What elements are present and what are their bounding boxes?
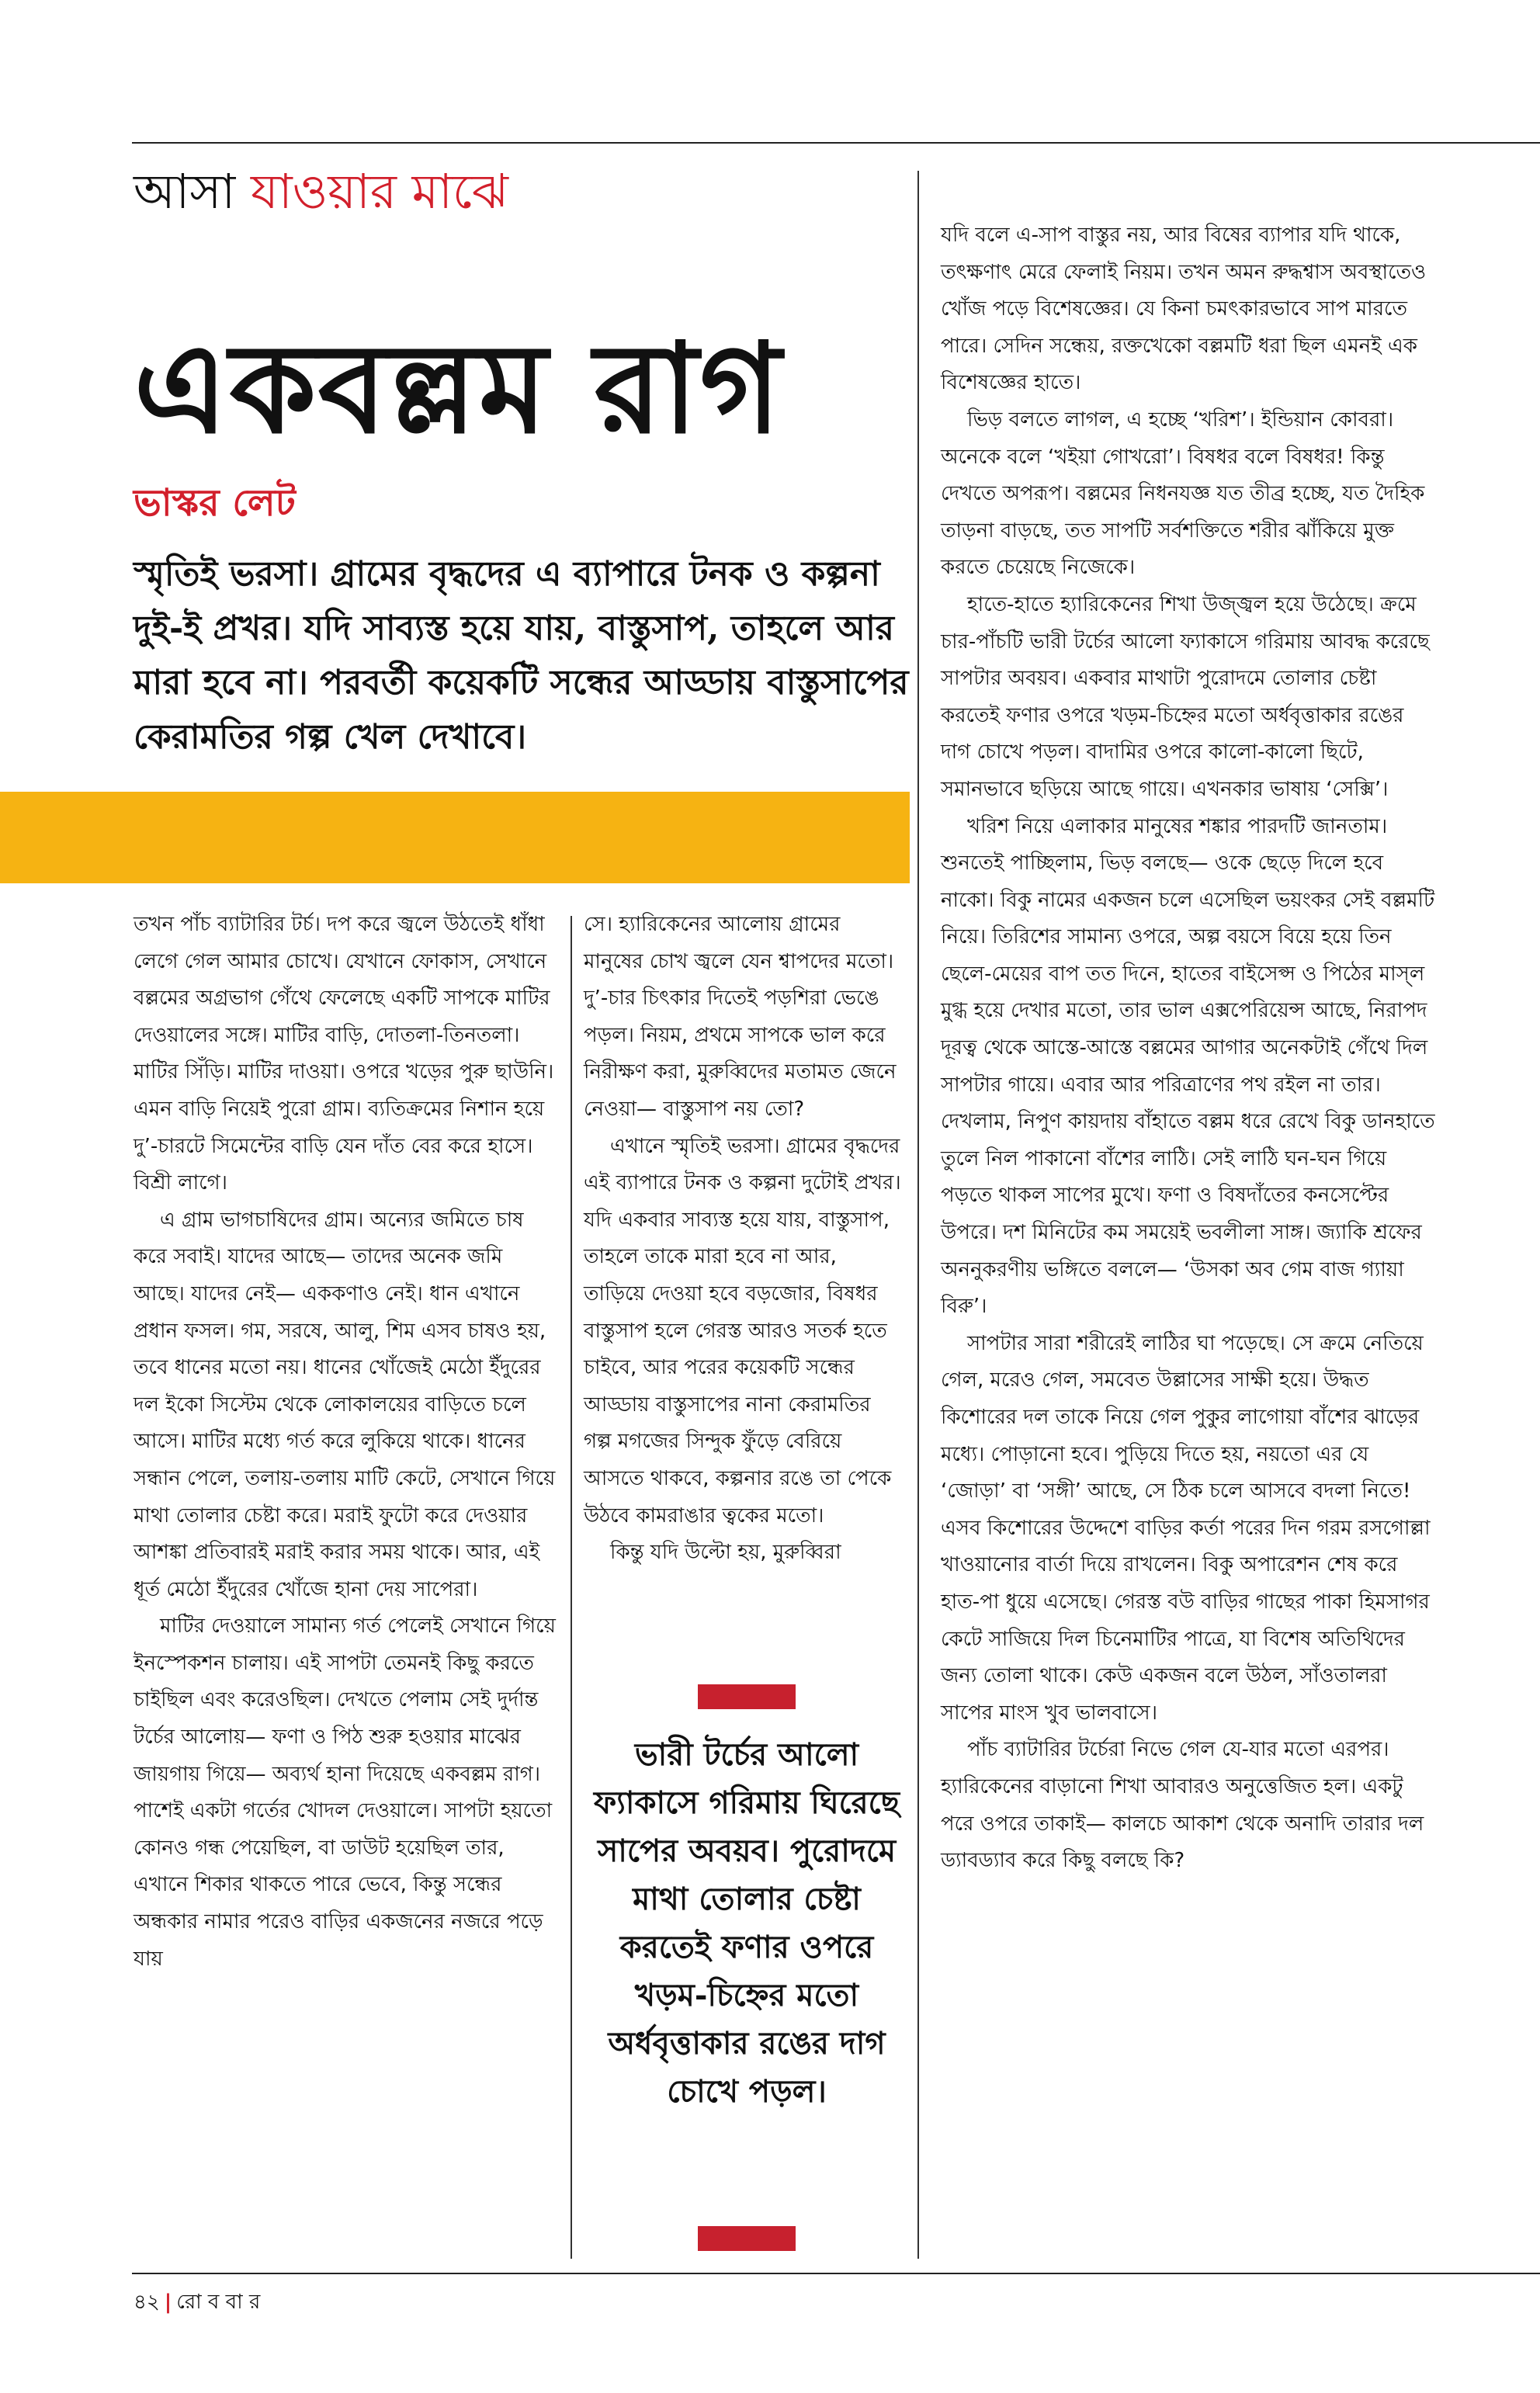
paragraph: কিন্তু যদি উল্টো হয়, মুরুব্বিরা [610, 1541, 841, 1565]
column-divider-middle [571, 916, 572, 2259]
section-title [134, 155, 508, 235]
pull-quote-box [584, 1669, 910, 2243]
pull-quote-bar-top [698, 1684, 796, 1709]
paragraph: পাঁচ ব্যাটারির টর্চেরা নিভে গেল যে-যার মতো এরপর। হ্যারিকেনের বাড়ানো শিখা আবারও অনুত্তেজিত হল। একটু পরে ওপরে তাকাই— কালচে আকাশ থেকে অনাদি তারার দল ড্যাবড্যাব করে কিছু বলছে কি? [941, 1738, 1424, 1873]
top-rule [132, 142, 1540, 144]
magazine-name: রো ব বা র [176, 2291, 261, 2314]
paragraph: এখানে স্মৃতিই ভরসা। গ্রামের বৃদ্ধদের এই ব্যাপারে টনক ও কল্পনা দুটোই প্রখর। যদি একবার সাব্যস্ত হয়ে যায়, বাস্তুসাপ, তাহলে তাকে মারা হবে না আর, তাড়িয়ে দেওয়া হবে বড়জোর, বিষধর বাস্তুসাপ হলে গেরস্ত আরও সতর্ক হতে চাইবে, আর পরের কয়েকটি সন্ধের আড্ডায় বাস্তুসাপের নানা কেরামতির গল্প মগজের সিন্দুক ফুঁড়ে বেরিয়ে আসতে থাকবে, কল্পনার রঙে তা পেকে উঠবে কামরাঙার ত্বকের মতো। [584, 1134, 901, 1528]
section-title-word1: আসা [134, 163, 236, 220]
paragraph: যদি বলে এ-সাপ বাস্তুর নয়, আর বিষের ব্যাপার যদি থাকে, তৎক্ষণাৎ মেরে ফেলাই নিয়ম। তখন অমন রুদ্ধশ্বাস অবস্থাতেও খোঁজ পড়ে বিশেষজ্ঞের। যে কিনা চমৎকারভাবে সাপ মারতে পারে। সেদিন সন্ধেয়, রক্তখেকো বল্লমটি ধরা ছিল এমনই এক বিশেষজ্ঞের হাতে। [941, 224, 1427, 395]
body-column-3 [941, 217, 1438, 1880]
paragraph: খরিশ নিয়ে এলাকার মানুষের শঙ্কার পারদটি জানতাম। শুনতেই পাচ্ছিলাম, ভিড় বলছে— ওকে ছেড়ে দিলে হবে নাকো। বিকু নামের একজন চলে এসেছিল ভয়ংকর সেই বল্লমটি নিয়ে। তিরিশের সামান্য ওপরে, অল্প বয়সে বিয়ে হয়ে তিন ছেলে-মেয়ের বাপ তত দিনে, হাতের বাইসেপ্স ও পিঠের মাস্‌ল মুগ্ধ হয়ে দেখার মতো, তার ভাল এক্সপেরিয়েন্স আছে, নিরাপদ দূরত্ব থেকে আস্তে-আস্তে বল্লমের আগার অনেকটাই গেঁথে দিল সাপটার গায়ে। এবার আর পরিত্রাণের পথ রইল না তার। দেখলাম, নিপুণ কায়দায় বাঁহাতে বল্লম ধরে রেখে বিকু ডানহাতে তুলে নিল পাকানো বাঁশের লাঠি। সেই লাঠি ঘন-ঘন গিয়ে পড়তে থাকল সাপের মুখে। ফণা ও বিষদাঁতের কনসেপ্টের উপরে। দশ মিনিটের কম সময়েই ভবলীলা সাঙ্গ। জ্যাকি শ্রফের অননুকরণীয় ভঙ্গিতে বললে— ‘উসকা অব গেম বাজ গ্যায়া বিরু’। [941, 814, 1435, 1319]
article-intro: স্মৃতিই ভরসা। গ্রামের বৃদ্ধদের এ ব্যাপারে টনক ও কল্পনা দুই-ই প্রখর। যদি সাব্যস্ত হয়ে যায়, বাস্তুসাপ, তাহলে আর মারা হবে না। পরবর্তী কয়েকটি সন্ধের আড্ডায় বাস্তুসাপের কেরামতির গল্প খেল দেখাবে। [134, 554, 909, 757]
pull-quote-text: ভারী টর্চের আলো ফ্যাকাসে গরিমায় ঘিরেছে সাপের অবয়ব। পুরোদমে মাথা তোলার চেষ্টা করতেই ফণার ওপরে খড়ম-চিহ্নের মতো অর্ধবৃত্তাকার রঙের দাগ চোখে পড়ল। [594, 1736, 900, 2110]
paragraph: মাটির দেওয়ালে সামান্য গর্ত পেলেই সেখানে গিয়ে ইনস্পেকশন চালায়। এই সাপটা তেমনই কিছু করতে চাইছিল এবং করেওছিল। দেখতে পেলাম সেই দুর্দান্ত টর্চের আলোয়— ফণা ও পিঠ শুরু হওয়ার মাঝের জায়গায় গিয়ে— অব্যর্থ হানা দিয়েছে একবল্লম রাগ। পাশেই একটা গর্তের খোদল দেওয়ালে। সাপটা হয়তো কোনও গন্ধ পেয়েছিল, বা ডাউট হয়েছিল তার, এখানে শিকার থাকতে পারে ভেবে, কিন্তু সন্ধের অন্ধকার নামার পরেও বাড়ির একজনের নজরে পড়ে যায় [134, 1614, 556, 1971]
paragraph: সে। হ্যারিকেনের আলোয় গ্রামের মানুষের চোখ জ্বলে যেন শ্বাপদের মতো। দু’-চার চিৎকার দিতেই পড়শিরা ভেঙে পড়ল। নিয়ম, প্রথমে সাপকে ভাল করে নিরীক্ষণ করা, মুরুব্বিদের মতামত জেনে নেওয়া— বাস্তুসাপ নয় তো? [584, 913, 897, 1121]
article-headline: একবল্লম রাগ [134, 315, 783, 461]
pull-quote-bar-bottom [698, 2226, 796, 2251]
paragraph: ভিড় বলতে লাগল, এ হচ্ছে ‘খরিশ’। ইন্ডিয়ান কোবরা। অনেকে বলে ‘খইয়া গোখরো’। বিষধর বলে বিষধর! কিন্তু দেখতে অপরূপ। বল্লমের নিধনযজ্ঞ যত তীব্র হচ্ছে, যত দৈহিক তাড়না বাড়ছে, তত সাপটি সর্বশক্তিতে শরীর ঝাঁকিয়ে মুক্ত করতে চেয়েছে নিজেকে। [941, 408, 1425, 580]
body-column-1 [134, 907, 557, 1978]
paragraph: সাপটার সারা শরীরেই লাঠির ঘা পড়েছে। সে ক্রমে নেতিয়ে গেল, মরেও গেল, সমবেত উল্লাসের সাক্ষী হয়ে। উদ্ধত কিশোরের দল তাকে নিয়ে গেল পুকুর লাগোয়া বাঁশের ঝাড়ের মধ্যে। পোড়ানো হবে। পুড়িয়ে দিতে হয়, নয়তো এর যে ‘জোড়া’ বা ‘সঙ্গী’ আছে, সে ঠিক চলে আসবে বদলা নিতে! এসব কিশোরের উদ্দেশে বাড়ির কর্তা পরের দিন গরম রসগোল্লা খাওয়ানোর বার্তা দিয়ে রাখলেন। বিকু অপারেশন শেষ করে হাত-পা ধুয়ে এসেছে। গেরস্ত বউ বাড়ির গাছের পাকা হিমসাগর কেটে সাজিয়ে দিল চিনেমাটির পাত্রে, যা বিশেষ অতিথিদের জন্য তোলা থাকে। কেউ একজন বলে উঠল, সাঁওতালরা সাপের মাংস খুব ভালবাসে। [941, 1331, 1431, 1725]
author-byline: ভাস্কর লেট [134, 481, 296, 525]
decorative-yellow-band [0, 792, 910, 883]
section-title-word2: যাওয়ার মাঝে [250, 163, 508, 220]
paragraph: এ গ্রাম ভাগচাষিদের গ্রাম। অন্যের জমিতে চাষ করে সবাই। যাদের আছে— তাদের অনেক জমি আছে। যাদের নেই— এককণাও নেই। ধান এখানে প্রধান ফসল। গম, সরষে, আলু, শিম এসব চাষও হয়, তবে ধানের মতো নয়। ধানের খোঁজেই মেঠো ইঁদুরের দল ইকো সিস্টেম থেকে লোকালয়ের বাড়িতে চলে আসে। মাটির মধ্যে গর্ত করে লুকিয়ে থাকে। ধানের সন্ধান পেলে, তলায়-তলায় মাটি কেটে, সেখানে গিয়ে মাথা তোলার চেষ্টা করে। মরাই ফুটো করে দেওয়ার আশঙ্কা প্রতিবারই মরাই করার সময় থাকে। আর, এই ধূর্ত মেঠো ইঁদুরের খোঁজে হানা দেয় সাপেরা। [134, 1208, 556, 1601]
column-divider-right [917, 171, 919, 2259]
page-footer [134, 2286, 260, 2320]
paragraph: হাতে-হাতে হ্যারিকেনের শিখা উজ্জ্বল হয়ে উঠেছে। ক্রমে চার-পাঁচটি ভারী টর্চের আলো ফ্যাকাসে গরিমায় আবদ্ধ করেছে সাপটার অবয়ব। একবার মাথাটা পুরোদমে তোলার চেষ্টা করতেই ফণার ওপরে খড়ম-চিহ্নের মতো অর্ধবৃত্তাকার রঙের দাগ চোখে পড়ল। বাদামির ওপরে কালো-কালো ছিটে, সমানভাবে ছড়িয়ে আছে গায়ে। এখনকার ভাষায় ‘সেক্সি’। [941, 592, 1430, 801]
paragraph: তখন পাঁচ ব্যাটারির টর্চ। দপ করে জ্বলে উঠতেই ধাঁধা লেগে গেল আমার চোখে। যেখানে ফোকাস, সেখানে বল্লমের অগ্রভাগ গেঁথে ফেলেছে একটি সাপকে মাটির দেওয়ালের সঙ্গে। মাটির বাড়ি, দোতলা-তিনতলা। মাটির সিঁড়ি। মাটির দাওয়া। ওপরে খড়ের পুরু ছাউনি। এমন বাড়ি নিয়েই পুরো গ্রাম। ব্যতিক্রমের নিশান হয়ে দু’-চারটে সিমেন্টের বাড়ি যেন দাঁত বের করে হাসে। বিশ্রী লাগে। [134, 913, 554, 1195]
body-column-2 [584, 907, 902, 1572]
page-number: ৪২ [134, 2291, 160, 2314]
bottom-rule [132, 2273, 1540, 2274]
footer-separator: | [164, 2291, 172, 2314]
